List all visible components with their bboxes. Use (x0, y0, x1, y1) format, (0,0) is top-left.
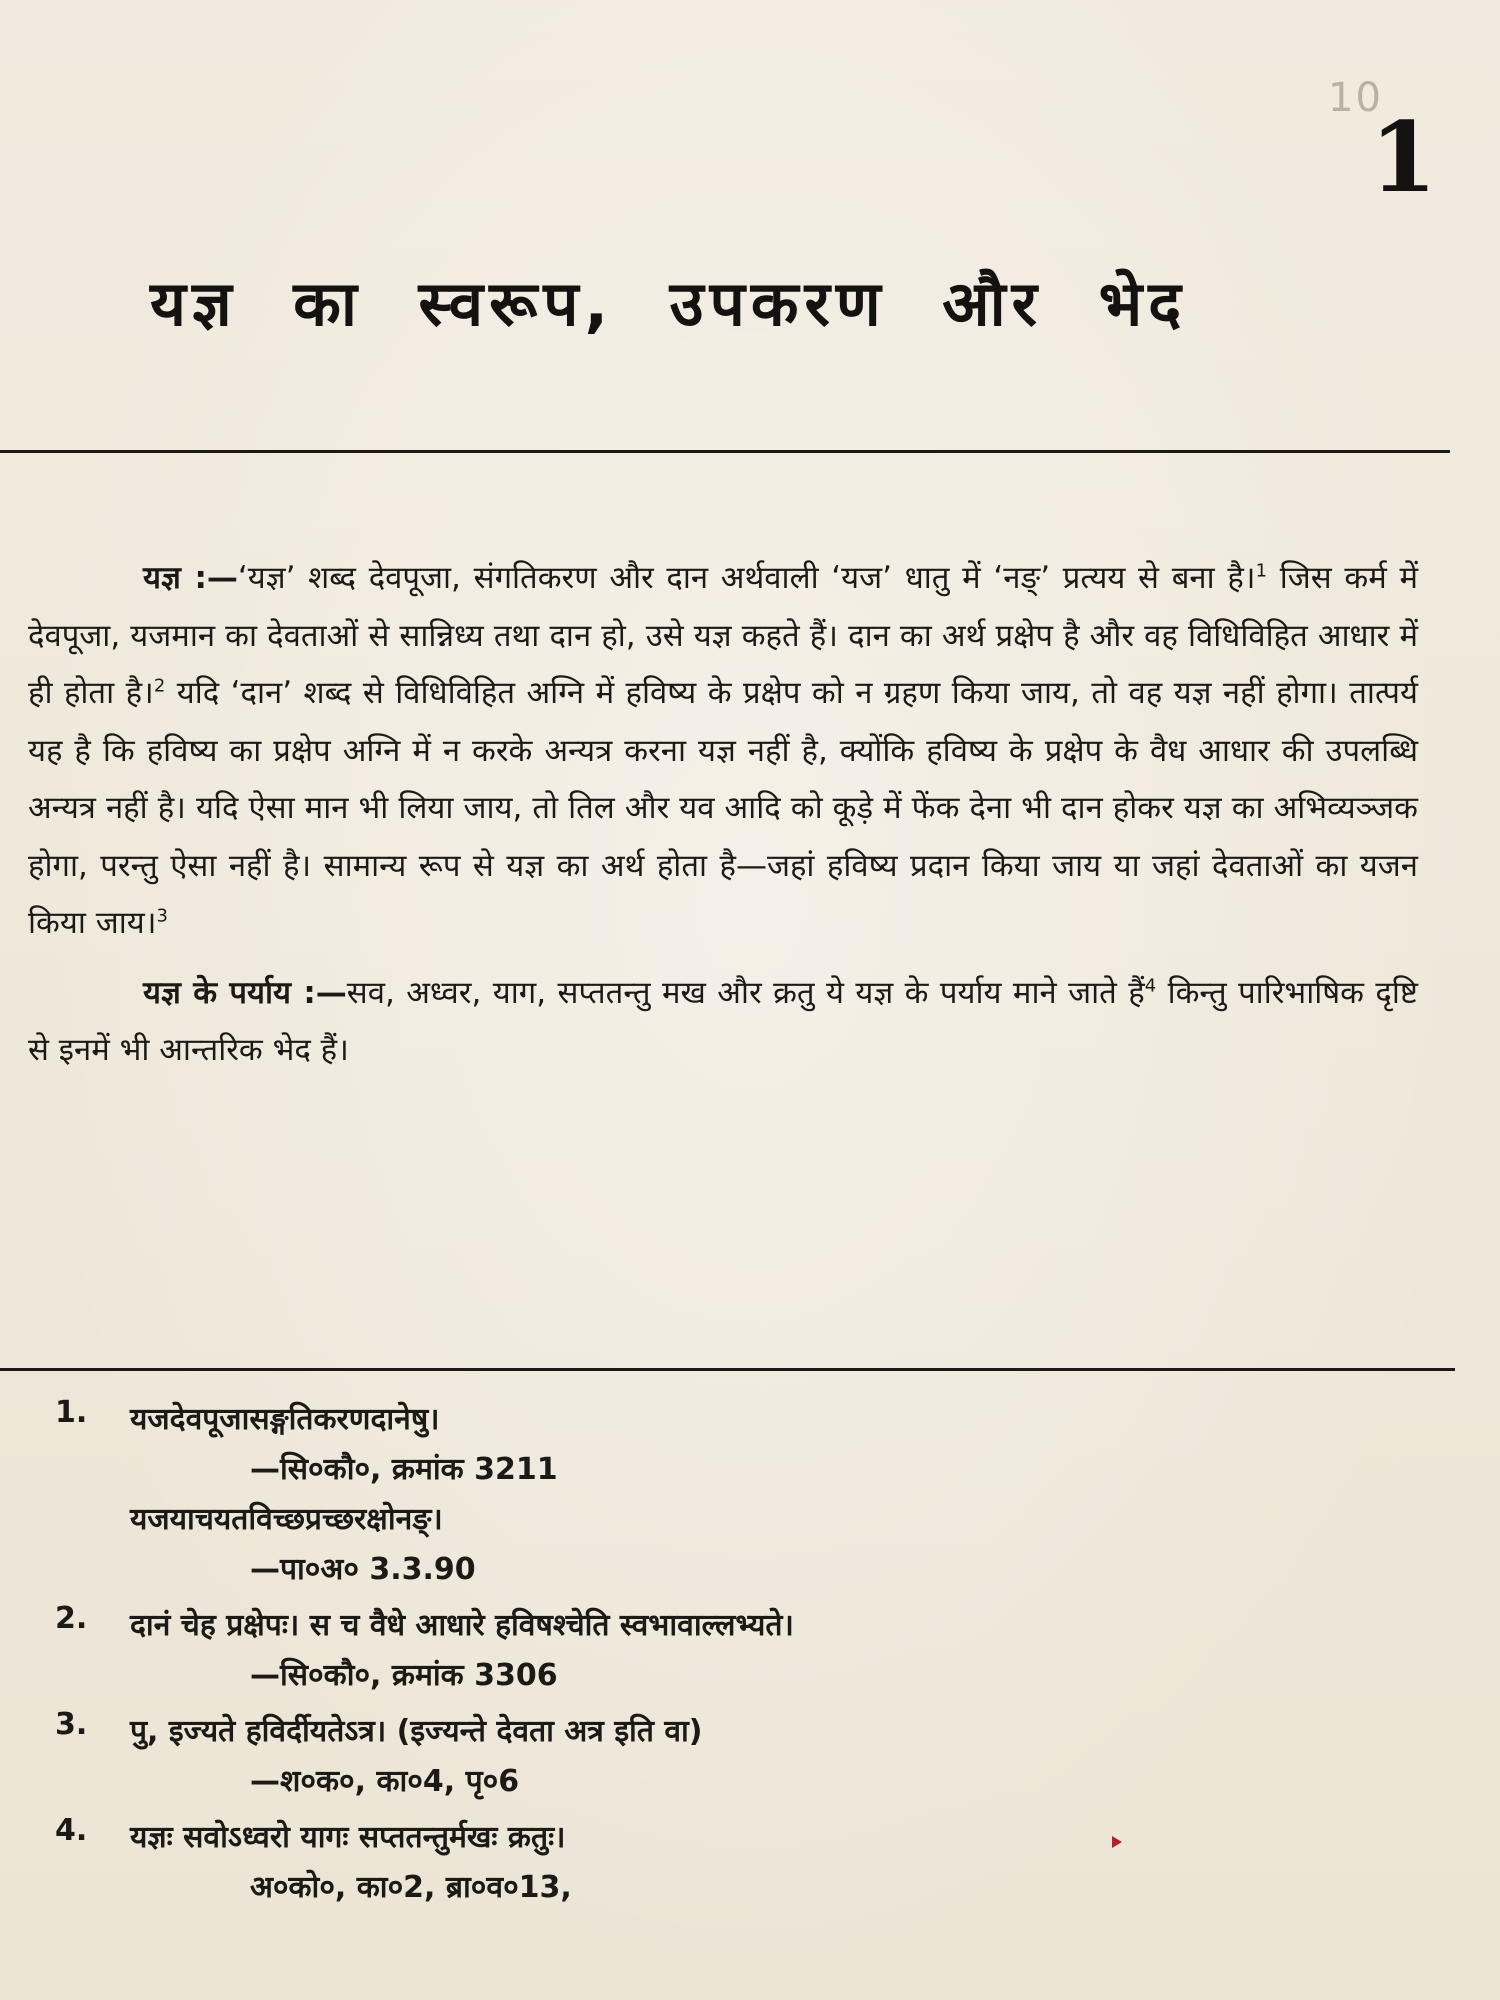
paragraph-text: जिस कर्म में देवपूजा, यजमान का देवताओं से सान्निध्य तथा दान हो, उसे यज्ञ कहते हैं। दान का अर्थ प्रक्षेप है और वह विधिविहित आधार में ही होता है। (28, 560, 1418, 711)
paragraph-text: यदि ‘दान’ शब्द से विधिविहित अग्नि में हविष्य के प्रक्षेप को न ग्रहण किया जाय, तो वह यज्ञ नहीं होगा। तात्पर्य यह है कि हविष्य का प्रक्षेप अग्नि में न करके अन्यत्र करना यज्ञ नहीं है, क्योंकि हविष्य के प्रक्षेप के वैध आधार की उपलब्धि अन्यत्र नहीं है। यदि ऐसा मान भी लिया जाय, तो तिल और यव आदि को कूड़े में फेंक देना भी दान होकर यज्ञ का अभिव्यञ्जक होगा, परन्तु ऐसा नहीं है। सामान्य रूप से यज्ञ का अर्थ होता है—जहां हविष्य प्रदान किया जाय या जहां देवताओं का यजन किया जाय। (28, 675, 1418, 941)
footnote-text: यज्ञः सवोऽध्वरो यागः सप्ततन्तुर्मखः क्रतुः। (130, 1820, 566, 1855)
paragraph-text: ‘यज्ञ’ शब्द देवपूजा, संगतिकरण और दान अर्थवाली ‘यज’ धातु में ‘नङ्’ प्रत्यय से बना है। (237, 560, 1256, 596)
footnote-ref-4[interactable]: 4 (1144, 975, 1157, 997)
footnote-source: —सि०कौ०, क्रमांक 3306 (250, 1658, 558, 1693)
footnote-divider (0, 1368, 1455, 1371)
title-divider (0, 450, 1450, 453)
footnote-number: 1. (55, 1395, 88, 1430)
footnote-3 (55, 1707, 1415, 1807)
footnote-4 (55, 1813, 1415, 1913)
paragraph-heading: यज्ञ के पर्याय :— (143, 974, 347, 1011)
footnote-number: 3. (55, 1707, 88, 1742)
footnotes (55, 1395, 1415, 1919)
footnote-text: यजदेवपूजासङ्गतिकरणदानेषु। (130, 1402, 440, 1437)
footnote-source: —श०क०, का०4, पृ०6 (250, 1764, 520, 1799)
paragraph-heading: यज्ञ :— (143, 560, 238, 596)
footnote-2 (55, 1601, 1415, 1701)
footnote-number: 2. (55, 1601, 88, 1636)
page-number: 10 (1328, 75, 1383, 121)
footnote-number: 4. (55, 1813, 88, 1848)
red-ink-mark (1112, 1836, 1122, 1848)
footnote-text: पु, इज्यते हविर्दीयतेऽत्र। (इज्यन्ते देवता अत्र इति वा) (130, 1714, 703, 1749)
main-text (28, 550, 1418, 1080)
footnote-text: दानं चेह प्रक्षेपः। स च वैधे आधारे हविषश्चेति स्वभावाल्लभ्यते। (130, 1608, 794, 1643)
chapter-title: यज्ञ का स्वरूप, उपकरण और भेद (150, 267, 1188, 340)
paragraph-yajna-definition (28, 550, 1418, 953)
footnote-ref-2[interactable]: 2 (153, 675, 166, 697)
footnote-source: —सि०कौ०, क्रमांक 3211 (250, 1452, 558, 1487)
footnote-ref-3[interactable]: 3 (156, 905, 168, 927)
footnote-ref-1[interactable]: 1 (1255, 560, 1268, 582)
paragraph-yajna-synonyms (28, 965, 1418, 1080)
footnote-source: अ०को०, का०2, ब्रा०व०13, (250, 1870, 572, 1905)
footnote-text: यजयाचयतविच्छप्रच्छरक्षोनङ्। (130, 1502, 443, 1537)
paragraph-text: किन्तु पारिभाषिक दृष्टि से इनमें भी आन्तरिक भेद हैं। (28, 974, 1419, 1068)
paragraph-text: सव, अध्वर, याग, सप्ततन्तु मख और क्रतु ये यज्ञ के पर्याय माने जाते हैं (346, 974, 1145, 1011)
footnote-1 (55, 1395, 1415, 1595)
chapter-number: 1 (1370, 101, 1437, 214)
footnote-source: —पा०अ० 3.3.90 (250, 1552, 476, 1587)
